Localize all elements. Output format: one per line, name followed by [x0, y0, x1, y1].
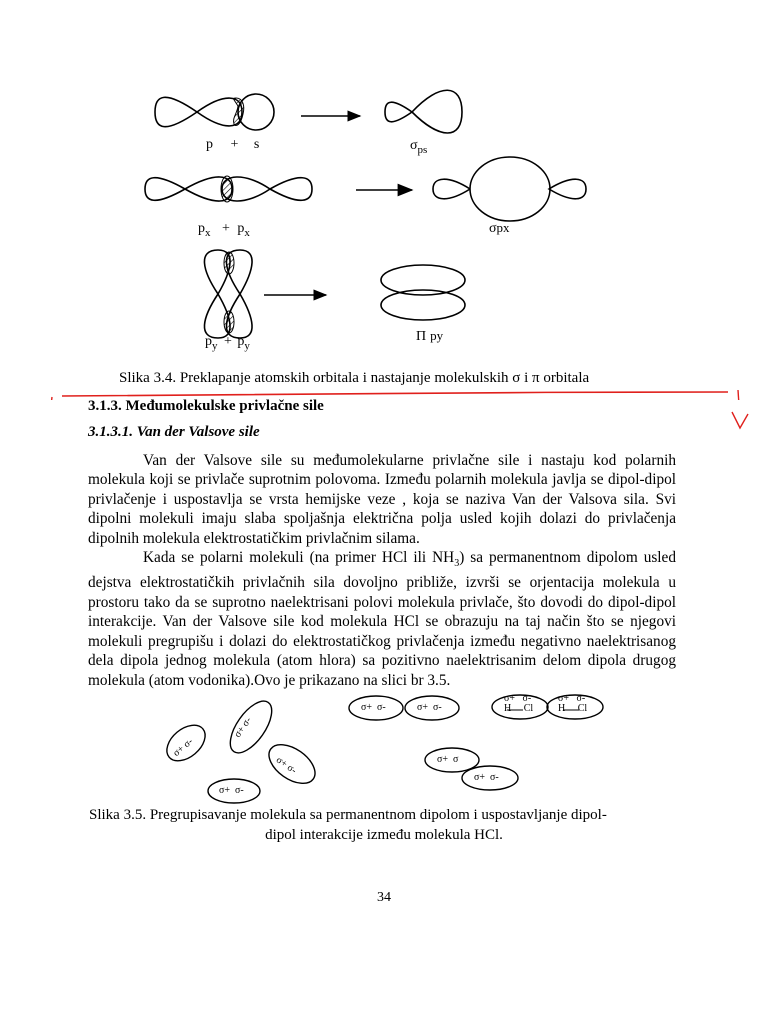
label-sigma-ps: $\sigma_{ps}$ — [410, 138, 428, 156]
figure-3-4-caption: Slika 3.4. Preklapanje atomskih orbitala i nastajanje molekulskih σ i π orbitala — [119, 370, 590, 386]
molecule-2 — [222, 694, 279, 759]
label-sigma-px: σpx — [489, 220, 510, 236]
label-row2-left: $p_x + p_x$ — [198, 221, 250, 239]
charge-label: σ+ σ- — [232, 715, 255, 740]
section-heading: 3.1.3. Međumolekulske privlačne sile — [88, 398, 324, 414]
label-pi-py: Π py — [416, 328, 444, 344]
hcl-label: σ+ σ- H Cl — [504, 693, 534, 714]
hcl-label: σ+ σ- H Cl — [558, 693, 588, 714]
paragraph-1: Van der Valsove sile su međumolekularne privlačne sile i nastaju kod polarnih molekula koji se privlače suprotnim polovoma. Između polarnih molekula javlja se dipol-dipol privlačenje i uspostavlja se vrsta hemijske veze , koja se naziva Van der Valsova sila. Svi dipolni molekuli imaju slaba spoljašnja električna polja usled kojih dolazi do privlačenja dipolnih molekula elektrostatičkim privlačnim silama. — [88, 452, 676, 547]
figure-3-5-caption-line-2: dipol interakcije između molekula HCl. — [265, 827, 503, 843]
charge-label: σ+ σ — [437, 754, 459, 765]
charge-label: σ+ σ- — [273, 754, 299, 777]
charge-label: σ+ σ- — [474, 772, 499, 783]
charge-label: σ+ σ- — [219, 785, 244, 796]
charge-label: σ+ σ- — [361, 702, 386, 713]
charge-label: σ+ σ- — [171, 736, 196, 759]
charge-label: σ+ σ- — [417, 702, 442, 713]
page-number: 34 — [377, 890, 391, 905]
label-row1-left: p + s — [206, 137, 260, 152]
subsection-heading: 3.1.3.1. Van der Valsove sile — [88, 424, 260, 440]
figure-3-5-caption-line-1: Slika 3.5. Pregrupisavanje molekula sa permanentnom dipolom i uspostavljanje dipol- — [89, 807, 607, 823]
paragraph-2: Kada se polarni molekuli (na primer HCl ili $NH_3$) sa permanentnom dipolom usled dejstva elektrostatičkih privlačnih sila dovoljno približe, izvrši se orjentacija molekula u prostoru tako da se suprotno naelektrisani polovi molekula privlače, što dovodi do dipol-dipol interakcije. Van der Valsove sile kod molekula HCl se obrazuju na taj način što se njegovi molekuli pregrupišu i dolazi do elektrostatičkog privlačenja između negativno naelektrisanog dela dipola jednog molekula (atom hlora) sa pozitivno naelektrisanim delom dipola drugog molekula (atom vodonika).Ovo je prikazano na slici br 3.5. — [88, 549, 676, 689]
label-row3-left: $p_y + p_y$ — [205, 334, 250, 352]
